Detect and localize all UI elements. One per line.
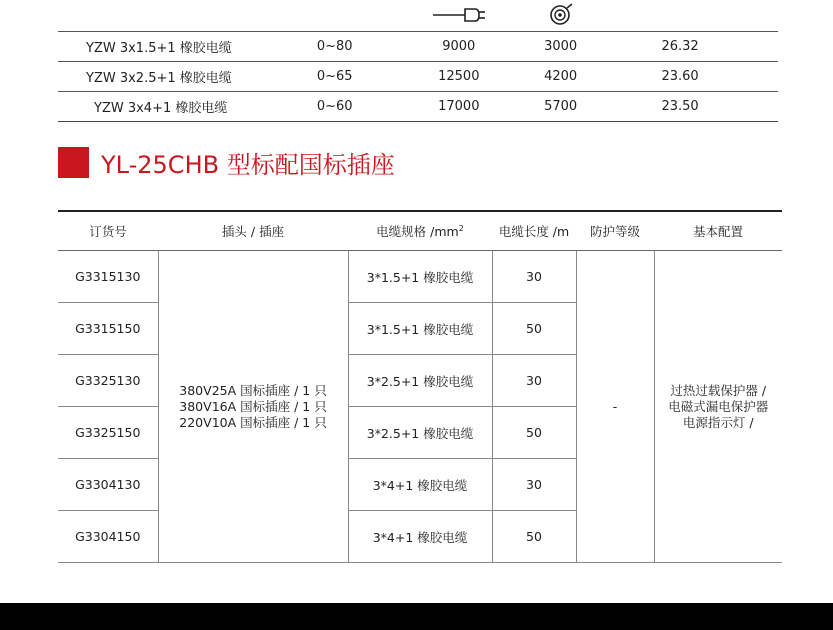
cable-spec: 3*4+1 橡胶电缆 [348, 459, 492, 511]
cable-value-2: 5700 [539, 92, 582, 122]
cable-name: YZW 3x4+1 橡胶电缆 [58, 92, 311, 122]
header-cable-length: 电缆长度 /m [492, 211, 576, 251]
plug-icon [431, 5, 487, 23]
header-protection: 防护等级 [576, 211, 654, 251]
header-plug-socket: 插头 / 插座 [158, 211, 348, 251]
spec-table [58, 210, 782, 563]
section-header [58, 146, 395, 178]
cable-length: 30 [492, 251, 576, 303]
basic-config-line: 过热过载保护器 / [670, 382, 767, 398]
basic-config-cell [654, 251, 782, 563]
cable-range: 0~60 [311, 92, 379, 122]
cable-name: YZW 3x1.5+1 橡胶电缆 [58, 32, 311, 62]
table-row [58, 32, 778, 62]
plug-socket-line: 380V25A 国标插座 / 1 只 [179, 382, 327, 398]
plug-socket-cell [158, 251, 348, 563]
table-row [58, 92, 778, 122]
cable-range: 0~80 [311, 32, 379, 62]
basic-config-line: 电源指示灯 / [682, 414, 754, 430]
title-marker [58, 147, 89, 178]
order-no: G3325130 [58, 355, 158, 407]
cable-spec: 3*2.5+1 橡胶电缆 [348, 407, 492, 459]
cable-length: 30 [492, 459, 576, 511]
header-cable-spec [348, 211, 492, 251]
order-no: G3315130 [58, 251, 158, 303]
header-order-no: 订货号 [58, 211, 158, 251]
header-cable-spec-text: 电缆规格 /mm [376, 224, 459, 239]
cable-length: 50 [492, 303, 576, 355]
cable-spec: 3*1.5+1 橡胶电缆 [348, 251, 492, 303]
cable-spec: 3*4+1 橡胶电缆 [348, 511, 492, 563]
protection-cell: - [576, 251, 654, 563]
order-no: G3304150 [58, 511, 158, 563]
cable-table-icon-row [58, 0, 778, 32]
order-no: G3325150 [58, 407, 158, 459]
cable-length: 50 [492, 511, 576, 563]
header-cable-spec-sup: 2 [458, 223, 464, 233]
cable-value-3: 23.60 [582, 62, 778, 92]
plug-socket-line: 220V10A 国标插座 / 1 只 [179, 414, 327, 430]
section-title: YL-25CHB 型标配国标插座 [101, 150, 395, 179]
cable-length: 30 [492, 355, 576, 407]
table-row [58, 251, 782, 303]
cable-value-3: 26.32 [582, 32, 778, 62]
basic-config-line: 电磁式漏电保护器 [668, 398, 769, 414]
footer-bar [0, 603, 833, 630]
cable-value-1: 9000 [378, 32, 539, 62]
cable-table [58, 0, 778, 122]
spec-table-header [58, 211, 782, 251]
cable-name: YZW 3x2.5+1 橡胶电缆 [58, 62, 311, 92]
table-row [58, 62, 778, 92]
order-no: G3304130 [58, 459, 158, 511]
plug-socket-line: 380V16A 国标插座 / 1 只 [179, 398, 327, 414]
cable-length: 50 [492, 407, 576, 459]
cable-coil-icon [548, 2, 574, 26]
cable-spec: 3*2.5+1 橡胶电缆 [348, 355, 492, 407]
cable-value-2: 4200 [539, 62, 582, 92]
header-basic-config: 基本配置 [654, 211, 782, 251]
cable-range: 0~65 [311, 62, 379, 92]
order-no: G3315150 [58, 303, 158, 355]
cable-spec: 3*1.5+1 橡胶电缆 [348, 303, 492, 355]
cable-value-1: 12500 [378, 62, 539, 92]
cable-value-3: 23.50 [582, 92, 778, 122]
cable-value-1: 17000 [378, 92, 539, 122]
cable-value-2: 3000 [539, 32, 582, 62]
